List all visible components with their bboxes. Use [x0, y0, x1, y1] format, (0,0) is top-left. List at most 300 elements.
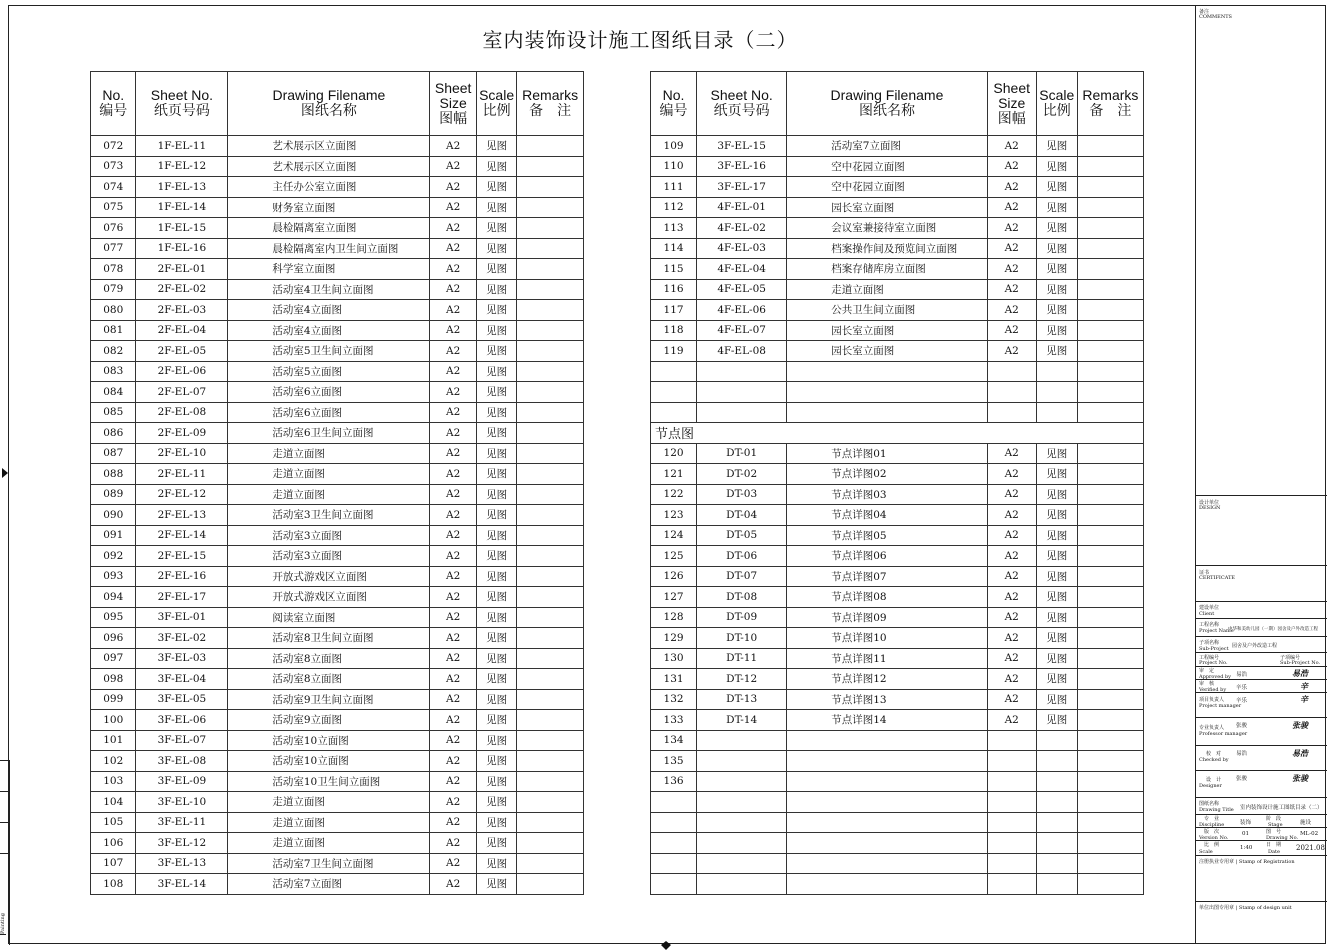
table-row: [651, 751, 1144, 772]
cell-filename: 公共卫生间立面图: [787, 300, 987, 321]
cell-remarks: [517, 443, 584, 464]
cell-sheet-no: 2F-EL-10: [136, 443, 228, 464]
cell-no: 073: [91, 156, 136, 177]
cell-no: 121: [651, 464, 697, 485]
cell-sheet-no: DT-07: [697, 566, 787, 587]
cell-filename: 活动室10卫生间立面图: [228, 771, 430, 792]
cell-filename: 活动室4卫生间立面图: [228, 279, 430, 300]
cell-no: 089: [91, 484, 136, 505]
cell-sheet-no: [697, 751, 787, 772]
cell-no: 115: [651, 259, 697, 280]
table-row: [651, 853, 1144, 874]
cell-filename: 艺术展示区立面图: [228, 136, 430, 157]
cell-remarks: [1077, 751, 1143, 772]
cell-no: 104: [91, 792, 136, 813]
prof-signature: 张骏: [1292, 721, 1308, 730]
cell-scale: 见图: [476, 546, 516, 567]
cell-scale: 见图: [476, 136, 516, 157]
cell-no: [651, 792, 697, 813]
version-row: 版 次 Version No. 01 图 号 Drawing No. ML-02: [1196, 827, 1327, 840]
cell-sheet-no: DT-01: [697, 443, 787, 464]
table-row: [651, 382, 1144, 403]
verified-row: 审 核 Verified by 辛乐 辛: [1196, 679, 1327, 692]
cell-sheet-no: DT-12: [697, 669, 787, 690]
table-row: [91, 792, 584, 813]
col-scale-header: Scale 比例: [1036, 72, 1077, 136]
cell-size: [987, 382, 1036, 403]
cell-scale: [1036, 792, 1077, 813]
table-header-row: [651, 72, 1144, 136]
cell-remarks: [517, 197, 584, 218]
cell-sheet-no: 3F-EL-15: [697, 136, 787, 157]
cell-sheet-no: 1F-EL-13: [136, 177, 228, 198]
cell-sheet-no: 3F-EL-07: [136, 730, 228, 751]
cell-filename: 活动室10立面图: [228, 730, 430, 751]
cell-filename: 节点详图05: [787, 525, 987, 546]
cell-filename: 活动室8卫生间立面图: [228, 628, 430, 649]
table-row: [651, 628, 1144, 649]
cell-filename: 园长室立面图: [787, 197, 987, 218]
cell-scale: 见图: [1036, 484, 1077, 505]
cell-filename: [787, 751, 987, 772]
cell-filename: 晨检隔离室立面图: [228, 218, 430, 239]
cell-no: 108: [91, 874, 136, 895]
cell-remarks: [1077, 484, 1143, 505]
cell-no: 116: [651, 279, 697, 300]
cell-sheet-no: 3F-EL-05: [136, 689, 228, 710]
cell-remarks: [517, 505, 584, 526]
table-row: [91, 833, 584, 854]
cell-filename: 活动室3立面图: [228, 546, 430, 567]
cell-scale: 见图: [1036, 587, 1077, 608]
cell-sheet-no: 2F-EL-02: [136, 279, 228, 300]
cell-no: 133: [651, 710, 697, 731]
cell-size: [987, 812, 1036, 833]
cell-sheet-no: 3F-EL-14: [136, 874, 228, 895]
cell-size: A2: [987, 443, 1036, 464]
cell-scale: 见图: [1036, 136, 1077, 157]
cell-scale: 见图: [476, 710, 516, 731]
cell-sheet-no: DT-05: [697, 525, 787, 546]
cell-scale: 见图: [476, 361, 516, 382]
checked-row: 校 对 Checked by 易浩 易浩: [1196, 745, 1327, 770]
cell-sheet-no: 3F-EL-08: [136, 751, 228, 772]
cell-scale: 见图: [476, 341, 516, 362]
cell-size: A2: [987, 525, 1036, 546]
cell-size: A2: [430, 730, 476, 751]
table-row: [91, 566, 584, 587]
cell-filename: 活动室3卫生间立面图: [228, 505, 430, 526]
cell-no: 098: [91, 669, 136, 690]
table-row: [91, 812, 584, 833]
cell-sheet-no: 4F-EL-03: [697, 238, 787, 259]
cell-filename: 活动室6立面图: [228, 382, 430, 403]
table-row: [651, 689, 1144, 710]
cell-size: A2: [430, 853, 476, 874]
designer-row: 设 计 Designer 张骏 张骏: [1196, 770, 1327, 797]
cell-scale: 见图: [476, 300, 516, 321]
table-row: [651, 607, 1144, 628]
table-row: [651, 300, 1144, 321]
cell-size: A2: [987, 238, 1036, 259]
col-sheet-header: Sheet No. 纸页号码: [697, 72, 787, 136]
table-row: [91, 300, 584, 321]
cell-no: 119: [651, 341, 697, 362]
cell-remarks: [1077, 177, 1143, 198]
cell-size: A2: [987, 669, 1036, 690]
table-row: [651, 730, 1144, 751]
cell-remarks: [517, 853, 584, 874]
cell-scale: 见图: [476, 771, 516, 792]
cell-no: 122: [651, 484, 697, 505]
cell-sheet-no: 2F-EL-01: [136, 259, 228, 280]
cell-sheet-no: 3F-EL-16: [697, 156, 787, 177]
table-row: [651, 812, 1144, 833]
cell-sheet-no: 1F-EL-12: [136, 156, 228, 177]
cell-sheet-no: 2F-EL-14: [136, 525, 228, 546]
discipline-row: 专 业 Discipline 装饰 阶 段 Stage 施设: [1196, 814, 1327, 827]
cell-filename: 活动室6立面图: [228, 402, 430, 423]
cell-remarks: [1077, 238, 1143, 259]
cell-filename: 节点详图01: [787, 443, 987, 464]
cell-scale: 见图: [476, 382, 516, 403]
cell-filename: 节点详图12: [787, 669, 987, 690]
col-size-header: Sheet Size 图幅: [987, 72, 1036, 136]
cell-filename: 走道立面图: [787, 279, 987, 300]
cell-no: 105: [91, 812, 136, 833]
cell-filename: 活动室10立面图: [228, 751, 430, 772]
cell-filename: [787, 853, 987, 874]
cell-size: A2: [430, 177, 476, 198]
table-row: [91, 689, 584, 710]
cell-sheet-no: 3F-EL-10: [136, 792, 228, 813]
cell-no: 103: [91, 771, 136, 792]
table-row: [91, 669, 584, 690]
cell-scale: 见图: [476, 218, 516, 239]
table-row: [91, 156, 584, 177]
left-binding-strip: [0, 760, 10, 945]
cell-sheet-no: 2F-EL-06: [136, 361, 228, 382]
cell-size: A2: [430, 320, 476, 341]
cell-scale: 见图: [476, 689, 516, 710]
cell-filename: 走道立面图: [228, 792, 430, 813]
pm-signature: 辛: [1300, 695, 1308, 704]
cell-size: A2: [430, 136, 476, 157]
table-row: [651, 546, 1144, 567]
cell-size: A2: [430, 341, 476, 362]
cell-filename: 主任办公室立面图: [228, 177, 430, 198]
cell-remarks: [1077, 320, 1143, 341]
cell-filename: 晨检隔离室内卫生间立面图: [228, 238, 430, 259]
cell-sheet-no: 2F-EL-04: [136, 320, 228, 341]
cell-scale: 见图: [476, 177, 516, 198]
cell-size: A2: [430, 156, 476, 177]
table-row: [91, 382, 584, 403]
table-row: [651, 505, 1144, 526]
table-row: [91, 751, 584, 772]
table-row: [651, 566, 1144, 587]
cell-scale: 见图: [476, 853, 516, 874]
cell-sheet-no: DT-04: [697, 505, 787, 526]
cell-remarks: [517, 156, 584, 177]
cell-filename: 园长室立面图: [787, 341, 987, 362]
cell-size: A2: [987, 566, 1036, 587]
cell-filename: 节点详图02: [787, 464, 987, 485]
table-row: [91, 177, 584, 198]
cell-size: A2: [430, 689, 476, 710]
cell-remarks: [1077, 853, 1143, 874]
table-row: [91, 648, 584, 669]
col-remarks-header: Remarks 备 注: [517, 72, 584, 136]
cell-remarks: [517, 423, 584, 444]
cell-remarks: [517, 669, 584, 690]
cell-no: 135: [651, 751, 697, 772]
cell-no: 125: [651, 546, 697, 567]
cell-size: A2: [430, 300, 476, 321]
cell-size: A2: [987, 177, 1036, 198]
cell-scale: 见图: [476, 751, 516, 772]
cell-remarks: [517, 607, 584, 628]
table-row: [651, 464, 1144, 485]
cell-remarks: [1077, 402, 1143, 423]
drawing-index-table-left: [90, 71, 584, 895]
cell-no: [651, 833, 697, 854]
cell-size: A2: [430, 874, 476, 895]
cell-scale: 见图: [1036, 505, 1077, 526]
cell-remarks: [517, 525, 584, 546]
cell-remarks: [1077, 300, 1143, 321]
cell-filename: 开放式游戏区立面图: [228, 566, 430, 587]
cell-size: A2: [430, 197, 476, 218]
table-row: [651, 156, 1144, 177]
cell-scale: 见图: [1036, 525, 1077, 546]
cell-remarks: [1077, 587, 1143, 608]
table-row: [651, 402, 1144, 423]
cell-size: A2: [987, 607, 1036, 628]
cell-no: 082: [91, 341, 136, 362]
cell-no: 079: [91, 279, 136, 300]
certificate-cell: 证书 CERTIFICATE: [1196, 565, 1327, 601]
cell-scale: 见图: [476, 464, 516, 485]
cell-remarks: [517, 402, 584, 423]
cell-remarks: [1077, 464, 1143, 485]
cell-filename: 档案存储库房立面图: [787, 259, 987, 280]
approved-signature: 易浩: [1292, 669, 1308, 678]
cell-scale: 见图: [1036, 689, 1077, 710]
cell-scale: [1036, 361, 1077, 382]
professional-manager-row: 专业负责人 Professor manager 张骏 张骏: [1196, 717, 1327, 745]
cell-remarks: [1077, 546, 1143, 567]
cell-size: A2: [430, 710, 476, 731]
cell-no: 081: [91, 320, 136, 341]
design-unit-cell: 设计单位 DESIGN: [1196, 495, 1327, 565]
cell-no: 074: [91, 177, 136, 198]
cell-sheet-no: [697, 874, 787, 895]
cell-scale: 见图: [476, 443, 516, 464]
cell-size: A2: [430, 566, 476, 587]
cell-sheet-no: 2F-EL-16: [136, 566, 228, 587]
cell-size: A2: [430, 751, 476, 772]
designer-signature: 张骏: [1292, 774, 1308, 783]
table-row: [91, 361, 584, 382]
cell-no: 136: [651, 771, 697, 792]
cell-size: [987, 771, 1036, 792]
cell-scale: [1036, 874, 1077, 895]
cell-scale: 见图: [476, 833, 516, 854]
cell-remarks: [1077, 833, 1143, 854]
cell-remarks: [517, 218, 584, 239]
table-row: [91, 628, 584, 649]
cell-sheet-no: [697, 812, 787, 833]
left-strip-label: Painting: [0, 884, 6, 935]
cell-filename: 空中花园立面图: [787, 177, 987, 198]
cell-no: 107: [91, 853, 136, 874]
cell-scale: 见图: [1036, 259, 1077, 280]
cell-remarks: [1077, 197, 1143, 218]
cell-no: 097: [91, 648, 136, 669]
cell-remarks: [517, 238, 584, 259]
cell-filename: 节点详图07: [787, 566, 987, 587]
cell-scale: 见图: [1036, 218, 1077, 239]
cell-filename: 活动室4立面图: [228, 300, 430, 321]
cell-size: A2: [987, 710, 1036, 731]
cell-no: 077: [91, 238, 136, 259]
table-row: [91, 505, 584, 526]
cell-filename: [787, 382, 987, 403]
cell-sheet-no: DT-09: [697, 607, 787, 628]
cell-remarks: [517, 812, 584, 833]
cell-no: 118: [651, 320, 697, 341]
cell-filename: 走道立面图: [228, 833, 430, 854]
cell-remarks: [517, 259, 584, 280]
cell-size: A2: [987, 546, 1036, 567]
cell-remarks: [517, 484, 584, 505]
cell-sheet-no: 3F-EL-13: [136, 853, 228, 874]
table-row: [91, 443, 584, 464]
cell-scale: [1036, 402, 1077, 423]
cell-sheet-no: 3F-EL-12: [136, 833, 228, 854]
cell-remarks: [517, 177, 584, 198]
cell-size: A2: [430, 464, 476, 485]
table-row: [651, 361, 1144, 382]
table-row: [91, 587, 584, 608]
cell-remarks: [517, 648, 584, 669]
table-row: [651, 136, 1144, 157]
table-row: [651, 238, 1144, 259]
cell-size: [987, 853, 1036, 874]
cell-scale: 见图: [476, 792, 516, 813]
cell-scale: [1036, 771, 1077, 792]
cell-sheet-no: 4F-EL-02: [697, 218, 787, 239]
cell-filename: 走道立面图: [228, 484, 430, 505]
cell-size: [987, 730, 1036, 751]
cell-sheet-no: 1F-EL-15: [136, 218, 228, 239]
cell-size: A2: [430, 525, 476, 546]
col-scale-header: Scale 比例: [476, 72, 516, 136]
cell-filename: 园长室立面图: [787, 320, 987, 341]
cell-no: 112: [651, 197, 697, 218]
cell-filename: 活动室9卫生间立面图: [228, 689, 430, 710]
cell-no: 096: [91, 628, 136, 649]
table-row: [651, 874, 1144, 895]
left-edge-marker-icon: [0, 468, 9, 478]
cell-scale: [1036, 812, 1077, 833]
title-block: [1195, 5, 1326, 944]
cell-no: 101: [91, 730, 136, 751]
cell-no: 099: [91, 689, 136, 710]
table-row: [91, 546, 584, 567]
table-row: [91, 423, 584, 444]
cell-filename: 艺术展示区立面图: [228, 156, 430, 177]
cell-scale: 见图: [476, 566, 516, 587]
cell-filename: 活动室5卫生间立面图: [228, 341, 430, 362]
cell-remarks: [517, 279, 584, 300]
cell-sheet-no: 3F-EL-17: [697, 177, 787, 198]
cell-filename: 阅读室立面图: [228, 607, 430, 628]
cell-size: A2: [987, 300, 1036, 321]
table-row: [91, 874, 584, 895]
cell-size: A2: [430, 833, 476, 854]
cell-filename: 节点详图13: [787, 689, 987, 710]
cell-remarks: [517, 546, 584, 567]
cell-sheet-no: DT-03: [697, 484, 787, 505]
verified-signature: 辛: [1300, 682, 1308, 691]
cell-filename: [787, 792, 987, 813]
cell-size: [987, 833, 1036, 854]
table-header-row: [91, 72, 584, 136]
cell-scale: [1036, 853, 1077, 874]
cell-filename: 节点详图14: [787, 710, 987, 731]
cell-sheet-no: 2F-EL-07: [136, 382, 228, 403]
cell-no: 132: [651, 689, 697, 710]
cell-sheet-no: [697, 361, 787, 382]
col-no-header: No. 编号: [651, 72, 697, 136]
cell-filename: 节点详图11: [787, 648, 987, 669]
cell-remarks: [1077, 525, 1143, 546]
cell-no: 129: [651, 628, 697, 649]
cell-no: 072: [91, 136, 136, 157]
cell-scale: [1036, 833, 1077, 854]
cell-scale: 见图: [476, 505, 516, 526]
table-row: [91, 197, 584, 218]
cell-remarks: [517, 320, 584, 341]
cell-no: 083: [91, 361, 136, 382]
cell-filename: 空中花园立面图: [787, 156, 987, 177]
cell-sheet-no: [697, 402, 787, 423]
client-cell: 建设单位 Client: [1196, 601, 1327, 618]
cell-no: [651, 874, 697, 895]
cell-remarks: [1077, 689, 1143, 710]
cell-scale: 见图: [1036, 177, 1077, 198]
table-row: [651, 833, 1144, 854]
cell-sheet-no: DT-08: [697, 587, 787, 608]
cell-filename: 会议室兼接待室立面图: [787, 218, 987, 239]
cell-no: 094: [91, 587, 136, 608]
cell-sheet-no: 2F-EL-05: [136, 341, 228, 362]
cell-filename: 节点详图10: [787, 628, 987, 649]
cell-no: [651, 382, 697, 403]
col-name-header: Drawing Filename 图纸名称: [228, 72, 430, 136]
cell-size: A2: [430, 812, 476, 833]
cell-sheet-no: [697, 853, 787, 874]
cell-size: A2: [987, 197, 1036, 218]
cell-remarks: [517, 382, 584, 403]
cell-size: [987, 792, 1036, 813]
cell-remarks: [1077, 156, 1143, 177]
cell-filename: 科学室立面图: [228, 259, 430, 280]
table-row: [91, 771, 584, 792]
cell-sheet-no: DT-02: [697, 464, 787, 485]
